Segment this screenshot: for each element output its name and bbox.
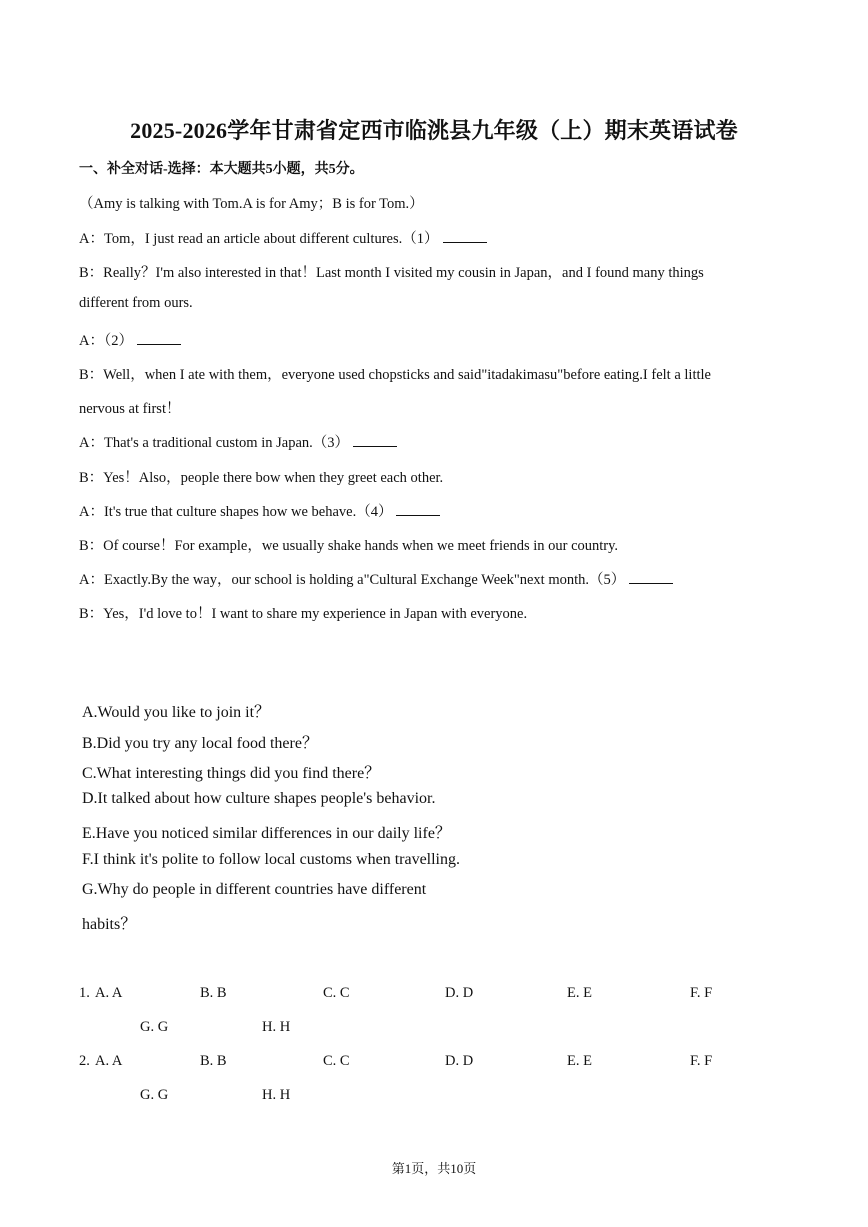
- dialogue-text: A：It's true that culture shapes how we behave.（4）: [79, 504, 393, 520]
- choice-h[interactable]: H. H: [262, 1019, 291, 1035]
- choice-f[interactable]: F. F: [690, 1053, 713, 1069]
- choice-c[interactable]: C. C: [323, 1053, 350, 1069]
- choice-e[interactable]: E. E: [567, 1053, 592, 1069]
- dialogue-line: [79, 500, 440, 521]
- choice-h[interactable]: H. H: [262, 1087, 291, 1103]
- answer-blank[interactable]: [353, 434, 397, 447]
- choice-c[interactable]: C. C: [323, 985, 350, 1001]
- dialogue-line: B：Yes！Also，people there bow when they greet each other.: [79, 470, 444, 486]
- choice-g[interactable]: G. G: [140, 1087, 169, 1103]
- option-item: A.Would you like to join it？: [82, 704, 271, 721]
- option-item: F.I think it's polite to follow local customs when travelling.: [82, 851, 460, 868]
- dialogue-line: [79, 227, 487, 248]
- option-item: habits？: [82, 916, 137, 933]
- dialogue-text: A：（2）: [79, 333, 133, 349]
- choice-d[interactable]: D. D: [445, 985, 474, 1001]
- choice-e[interactable]: E. E: [567, 985, 592, 1001]
- section-heading: 一、补全对话-选择：本大题共5小题，共5分。: [79, 162, 364, 177]
- dialogue-text: A：Tom，I just read an article about different cultures.（1）: [79, 231, 439, 247]
- choice-f[interactable]: F. F: [690, 985, 713, 1001]
- question-number: 1.: [79, 985, 90, 1001]
- dialogue-intro: （Amy is talking with Tom.A is for Amy；B is for Tom.）: [79, 196, 424, 212]
- option-item: B.Did you try any local food there？: [82, 735, 318, 752]
- dialogue-line: B：Of course！For example，we usually shake hands when we meet friends in our country.: [79, 538, 619, 554]
- answer-blank[interactable]: [137, 332, 181, 345]
- page-footer: 第1页，共10页: [391, 1161, 477, 1176]
- choice-b[interactable]: B. B: [200, 985, 227, 1001]
- answer-blank[interactable]: [443, 230, 487, 243]
- dialogue-text: A：Exactly.By the way，our school is holding a"Cultural Exchange Week"next month.（5）: [79, 572, 626, 588]
- choice-g[interactable]: G. G: [140, 1019, 169, 1035]
- choice-a[interactable]: A. A: [95, 985, 123, 1001]
- option-item: C.What interesting things did you find there？: [82, 765, 381, 782]
- exam-title: 2025-2026学年甘肃省定西市临洮县九年级（上）期末英语试卷: [130, 118, 738, 143]
- option-item: E.Have you noticed similar differences in our daily life？: [82, 825, 451, 842]
- dialogue-line: B：Really？I'm also interested in that！Last month I visited my cousin in Japan，and I found many things: [79, 265, 704, 281]
- option-item: D.It talked about how culture shapes people's behavior.: [82, 790, 436, 807]
- dialogue-text: A：That's a traditional custom in Japan.（3）: [79, 435, 350, 451]
- dialogue-line: [79, 329, 181, 350]
- option-item: G.Why do people in different countries have different: [82, 881, 427, 898]
- dialogue-line: B：Yes，I'd love to！I want to share my experience in Japan with everyone.: [79, 606, 528, 622]
- dialogue-line: [79, 431, 397, 452]
- choice-b[interactable]: B. B: [200, 1053, 227, 1069]
- answer-blank[interactable]: [629, 571, 673, 584]
- dialogue-line: different from ours.: [79, 295, 193, 311]
- answer-blank[interactable]: [396, 503, 440, 516]
- choice-a[interactable]: A. A: [95, 1053, 123, 1069]
- question-number: 2.: [79, 1053, 90, 1069]
- choice-d[interactable]: D. D: [445, 1053, 474, 1069]
- dialogue-line: B：Well，when I ate with them，everyone used chopsticks and said"itadakimasu"before eating.I felt a little: [79, 367, 711, 383]
- dialogue-line: [79, 568, 673, 589]
- dialogue-line: nervous at first！: [79, 401, 181, 417]
